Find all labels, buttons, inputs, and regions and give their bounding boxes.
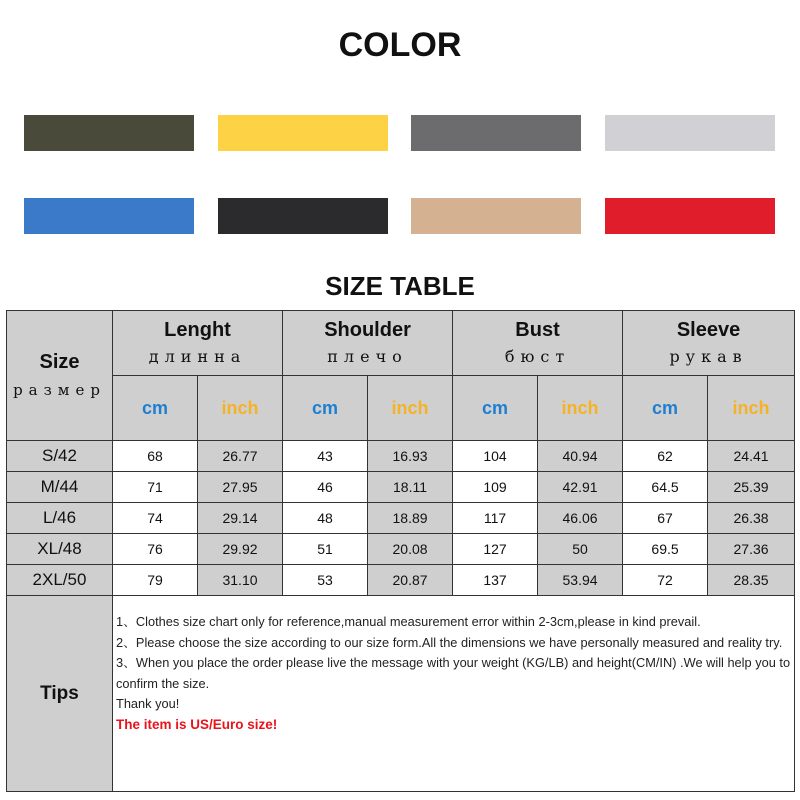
sleeve-inch-header: inch [708,376,795,441]
size-label: S/42 [7,441,113,472]
inch-value-cell: 50 [538,534,623,565]
inch-value-cell: 26.77 [198,441,283,472]
cm-value-cell: 69.5 [623,534,708,565]
shoulder-header-label: Shoulder [324,319,411,341]
sleeve-header-cell [623,311,795,376]
table-row [7,472,795,503]
cm-value-cell: 74 [113,503,198,534]
cm-value-cell: 72 [623,565,708,596]
size-table [6,310,795,792]
size-label: 2XL/50 [7,565,113,596]
shoulder-header-cell [283,311,453,376]
inch-value-cell: 42.91 [538,472,623,503]
bust-header-cell [453,311,623,376]
color-swatch-blue [24,198,194,234]
cm-value-cell: 76 [113,534,198,565]
cm-value-cell: 67 [623,503,708,534]
cm-value-cell: 117 [453,503,538,534]
inch-value-cell: 26.38 [708,503,795,534]
size-table-title: SIZE TABLE [325,271,475,301]
length-header-ru: длинна [148,347,247,366]
shoulder-inch-header: inch [368,376,453,441]
inch-value-cell: 27.36 [708,534,795,565]
cm-value-cell: 48 [283,503,368,534]
cm-value-cell: 53 [283,565,368,596]
cm-value-cell: 64.5 [623,472,708,503]
tip-line-3: 3、When you place the order please live the message with your weight (KG/LB) and height(CM/IN) .We will help you to confirm the size. [116,655,791,691]
length-cm-header: cm [113,376,198,441]
cm-value-cell: 127 [453,534,538,565]
table-row [7,441,795,472]
color-swatch-red [605,198,775,234]
inch-value-cell: 29.92 [198,534,283,565]
inch-value-cell: 25.39 [708,472,795,503]
inch-value-cell: 16.93 [368,441,453,472]
color-swatch-khaki [411,198,581,234]
cm-value-cell: 79 [113,565,198,596]
inch-value-cell: 46.06 [538,503,623,534]
inch-value-cell: 29.14 [198,503,283,534]
tips-content [113,596,795,792]
tip-line-2: 2、Please choose the size according to our size form.All the dimensions we have personally measured and reality try. [116,634,783,650]
size-header-label: Size [39,350,80,373]
cm-value-cell: 62 [623,441,708,472]
bust-header-ru: бюст [504,347,571,366]
shoulder-cm-header: cm [283,376,368,441]
shoulder-header-ru: плечо [327,347,408,366]
sleeve-header-ru: рукав [669,347,748,366]
inch-value-cell: 40.94 [538,441,623,472]
color-swatch-army-green [24,115,194,151]
inch-value-cell: 20.87 [368,565,453,596]
tip-highlight: The item is US/Euro size! [116,716,278,732]
inch-value-cell: 20.08 [368,534,453,565]
size-label: XL/48 [7,534,113,565]
cm-value-cell: 43 [283,441,368,472]
bust-inch-header: inch [538,376,623,441]
inch-value-cell: 28.35 [708,565,795,596]
size-label: L/46 [7,503,113,534]
sleeve-header-label: Sleeve [676,319,741,341]
cm-value-cell: 51 [283,534,368,565]
size-header-ru: размер [13,380,106,399]
tip-thanks: Thank you! [116,696,180,711]
color-swatch-dark-grey [411,115,581,151]
inch-value-cell: 53.94 [538,565,623,596]
inch-value-cell: 27.95 [198,472,283,503]
tips-label: Tips [7,596,113,792]
size-label: M/44 [7,472,113,503]
color-swatch-black [218,198,388,234]
cm-value-cell: 104 [453,441,538,472]
table-row [7,565,795,596]
bust-header-label: Bust [515,319,560,341]
length-header-cell [113,311,283,376]
cm-value-cell: 109 [453,472,538,503]
inch-value-cell: 24.41 [708,441,795,472]
cm-value-cell: 68 [113,441,198,472]
tip-line-1: 1、Clothes size chart only for reference,manual measurement error within 2-3cm,please in kind prevail. [116,614,701,629]
cm-value-cell: 46 [283,472,368,503]
table-row [7,534,795,565]
length-inch-header: inch [198,376,283,441]
bust-cm-header: cm [453,376,538,441]
inch-value-cell: 18.11 [368,472,453,503]
inch-value-cell: 31.10 [198,565,283,596]
color-swatch-yellow [218,115,388,151]
size-header-cell [7,311,113,441]
color-swatch-light-grey [605,115,775,151]
cm-value-cell: 71 [113,472,198,503]
table-row [7,503,795,534]
cm-value-cell: 137 [453,565,538,596]
inch-value-cell: 18.89 [368,503,453,534]
length-header-label: Lenght [164,319,231,341]
color-title: COLOR [338,26,462,64]
sleeve-cm-header: cm [623,376,708,441]
